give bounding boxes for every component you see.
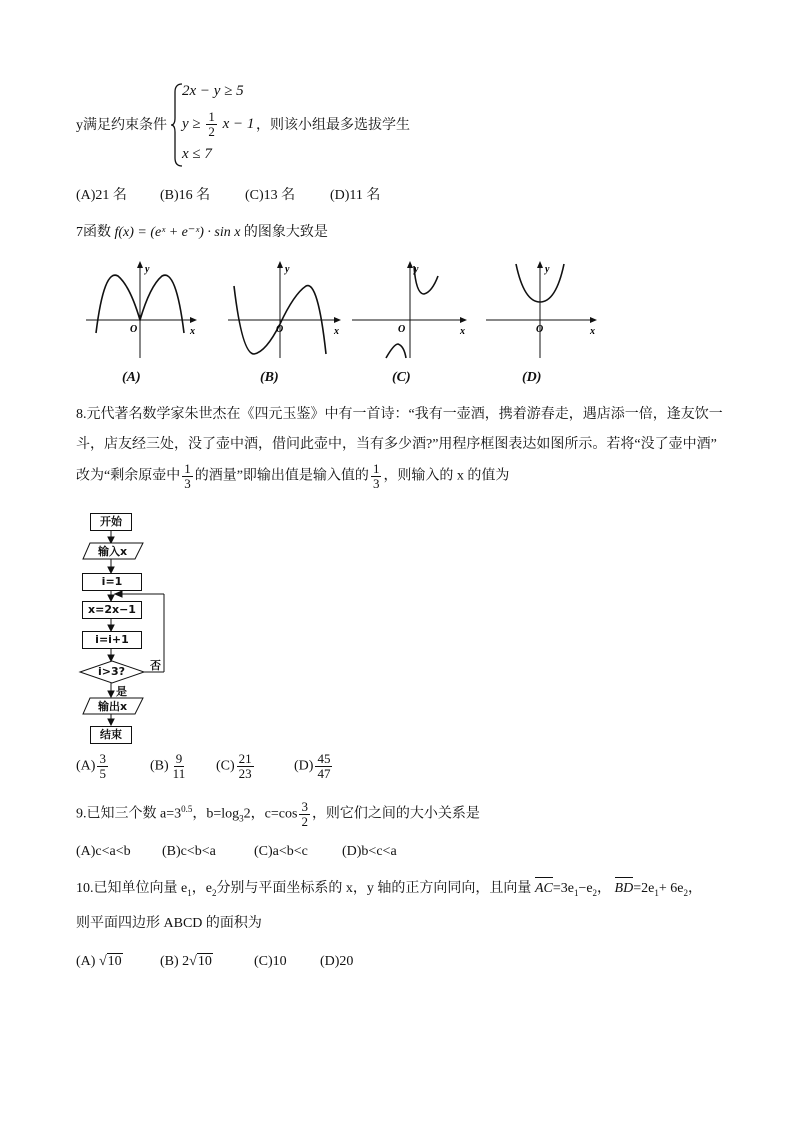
q6-tail: ，则该小组最多选拔学生: [256, 118, 410, 133]
q6-choice-b: (B)16 名: [160, 188, 211, 203]
svg-text:O: O: [130, 324, 138, 335]
q10-choice-c: (C)10: [254, 954, 287, 969]
flowchart-step1: x=2x−1: [82, 601, 142, 619]
q8-choice-b: (B) $\frac{9}{11}$: [150, 751, 186, 781]
q7-stem: 7函数 f(x) = (eˣ + e⁻ˣ) · sin x 的图象大致是: [76, 225, 328, 240]
q8-choice-c: (C) $\frac{21}{23}$: [216, 751, 252, 781]
vector-ac: AC: [534, 881, 553, 896]
q8-choices: [76, 752, 364, 781]
svg-text:O: O: [536, 324, 544, 335]
q9-stem: 9.已知三个数 $a=3^{0.5}$，$b=\log_32$，c=cos $\frac{3}{2}$ ，则它们之间的大小关系是: [76, 799, 480, 829]
q9-choice-d: (D)b<c<a: [342, 844, 397, 859]
graph-c-label: (C): [392, 370, 411, 385]
q6-choice-d: (D)11 名: [330, 188, 381, 203]
q10-line2: 则平面四边形 ABCD 的面积为: [76, 916, 262, 931]
q6-constraint-1: 2x − y ≥ 5: [182, 83, 244, 99]
q8-line1: 8.元代著名数学家朱世杰在《四元玉鉴》中有一首诗：“我有一壶酒，携着游春走，遇店添一倍，逢友饮一: [76, 407, 723, 422]
svg-text:x: x: [590, 326, 595, 337]
q10-choice-a: (A) √10: [76, 954, 122, 969]
q10-line1: 10.已知单位向量 $e_1$，$e_2$分别与平面坐标系的 x，y 轴的正方向同向，且向量 $AC=3e_1-e_2$， $BD=2e_1+ 6e_2$，: [76, 881, 702, 898]
q6-lead: y满足约束条件: [76, 118, 167, 133]
q6-choice-c: (C)13 名: [245, 188, 296, 203]
q6-constraint-2: y ≥ $\frac{1}{2}$ x − 1: [182, 109, 255, 139]
flowchart-output: 输出x: [98, 700, 128, 713]
q8-choice-a: (A) $\frac{3}{5}$: [76, 751, 106, 781]
vector-bd: BD: [614, 881, 634, 896]
flowchart-yes: 是: [116, 685, 127, 698]
svg-text:y: y: [545, 264, 550, 275]
q9-choice-c: (C)a<b<c: [254, 844, 308, 859]
graph-c: [350, 258, 472, 360]
q6-choice-a: (A)21 名: [76, 188, 127, 203]
q7-formula: f(x) = (eˣ + e⁻ˣ) · sin x: [114, 225, 241, 240]
svg-text:y: y: [145, 264, 150, 275]
q8-line2: 斗，店友经三处，没了壶中酒，借问此壶中，当有多少酒?”用程序框图表达如图所示。若将“没了壶中酒”: [76, 437, 717, 452]
svg-text:O: O: [398, 324, 406, 335]
svg-text:O: O: [276, 324, 284, 335]
flowchart-no: 否: [150, 659, 161, 672]
flowchart-step2: i=i+1: [82, 631, 142, 649]
graph-d-label: (D): [522, 370, 542, 385]
svg-text:x: x: [460, 326, 465, 337]
q8-line3: 改为“剩余原壶中 $\frac{1}{3}$ 的酒量”即输出值是输入值的 $\frac{1}{3}$ ，则输入的 x 的值为: [76, 461, 510, 491]
graph-d: [484, 258, 602, 360]
q9-choice-a: (A)c<a<b: [76, 844, 131, 859]
q10-choice-b: (B) 2√10: [160, 954, 212, 969]
flowchart-init: i=1: [82, 573, 142, 591]
graph-b-label: (B): [260, 370, 279, 385]
q10-choice-d: (D)20: [320, 954, 354, 969]
flowchart-cond: i>3?: [98, 665, 126, 678]
flowchart-end: 结束: [90, 726, 132, 744]
flowchart-start: 开始: [90, 513, 132, 531]
svg-text:x: x: [334, 326, 339, 337]
graph-a: [82, 258, 202, 360]
svg-text:y: y: [285, 264, 290, 275]
q6-constraint-3: x ≤ 7: [182, 146, 212, 162]
svg-text:x: x: [190, 326, 195, 337]
q9-choice-b: (B)c<b<a: [162, 844, 216, 859]
svg-text:y: y: [414, 264, 419, 275]
q8-choice-d: (D) $\frac{45}{47}$: [294, 751, 331, 781]
graph-b: [224, 258, 346, 360]
graph-a-label: (A): [122, 370, 141, 385]
q10-choices: [76, 953, 380, 971]
flowchart-input: 输入x: [98, 545, 128, 558]
